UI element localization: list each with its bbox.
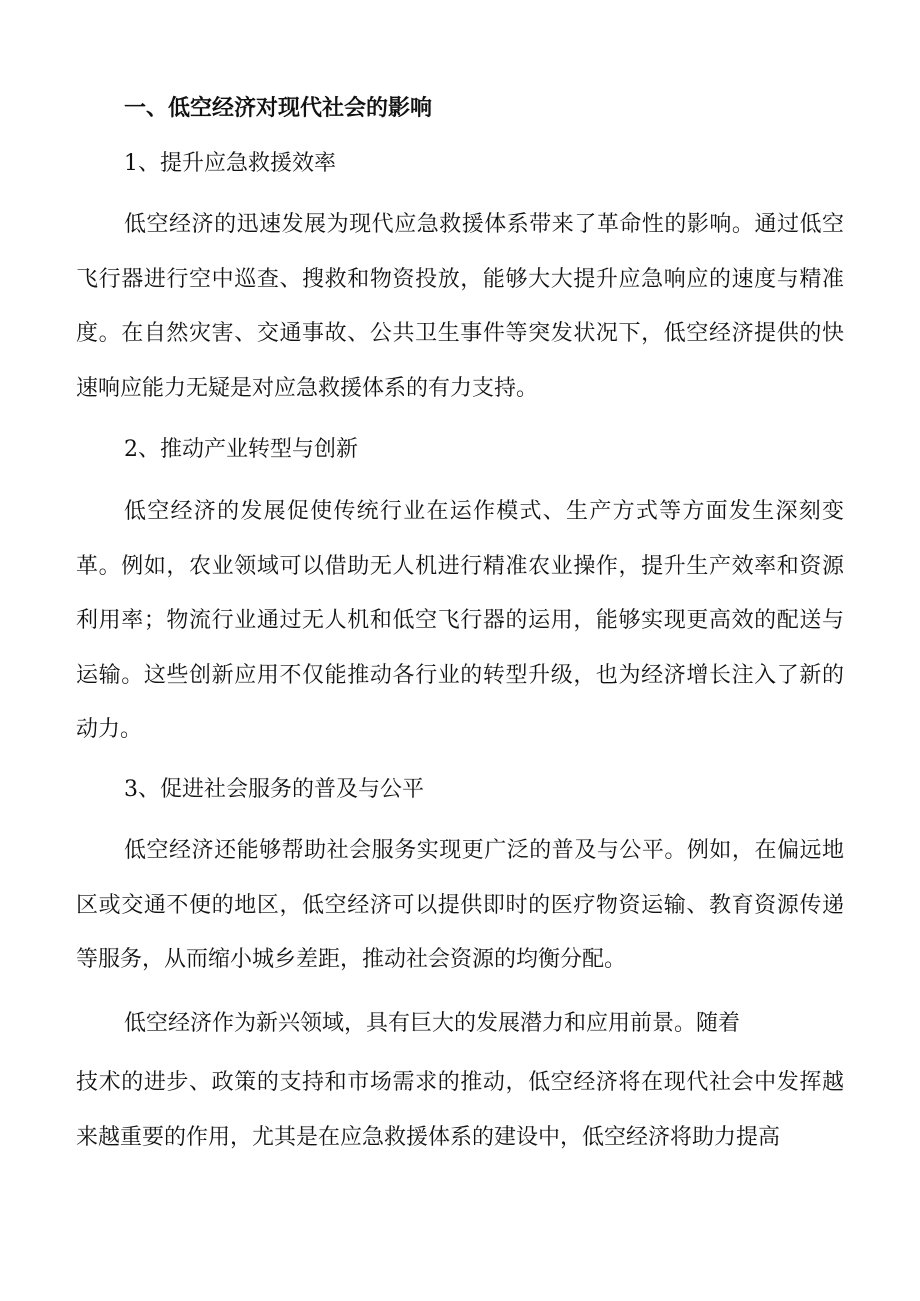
paragraph-1: 低空经济的迅速发展为现代应急救援体系带来了革命性的影响。通过低空飞行器进行空中巡查、搜救和物资投放，能够大大提升应急响应的速度与精准度。在自然灾害、交通事故、公共卫生事件等突发状况下，低空经济提供的快速响应能力无疑是对应急救援体系的有力支持。: [76, 212, 844, 401]
subheading-2: 2、推动产业转型与创新: [124, 437, 358, 462]
closing-line: 低空经济作为新兴领域，具有巨大的发展潜力和应用前景。随着: [124, 1011, 741, 1036]
paragraph-3: 低空经济还能够帮助社会服务实现更广泛的普及与公平。例如，在偏远地区或交通不便的地区，低空经济可以提供即时的医疗物资运输、教育资源传递等服务，从而缩小城乡差距，推动社会资源的均衡分配。: [76, 838, 844, 972]
paragraph-2: 低空经济的发展促使传统行业在运作模式、生产方式等方面发生深刻变革。例如，农业领域可以借助无人机进行精准农业操作，提升生产效率和资源利用率；物流行业通过无人机和低空飞行器的运用，能够实现更高效的配送与运输。这些创新应用不仅能推动各行业的转型升级，也为经济增长注入了新的动力。: [76, 499, 844, 742]
closing-paragraph: 技术的进步、政策的支持和市场需求的推动，低空经济将在现代社会中发挥越来越重要的作用，尤其是在应急救援体系的建设中，低空经济将助力提高: [76, 1070, 844, 1150]
subheading-3: 3、促进社会服务的普及与公平: [124, 777, 424, 802]
subheading-1: 1、提升应急救援效率: [124, 151, 336, 176]
section-heading: 一、低空经济对现代社会的影响: [124, 95, 433, 121]
